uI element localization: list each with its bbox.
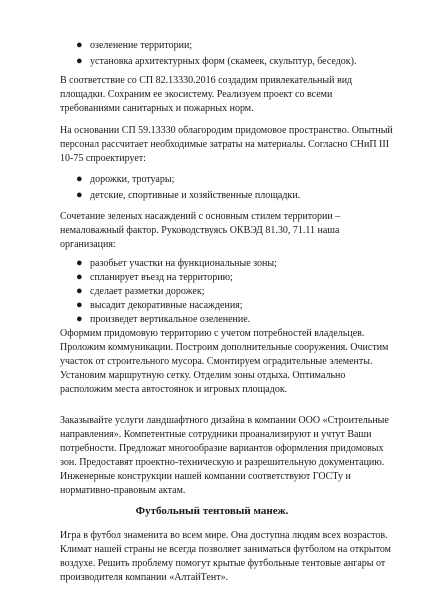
paragraph-line: площадки. Сохраним ее экосистему. Реализуем проект со всеми bbox=[60, 89, 333, 100]
paragraph-line: Сочетание зеленых насаждений с основным стилем территории – bbox=[60, 211, 341, 222]
paragraph-line: зон. Предоставят проектно-техническую и разрешительную документацию. bbox=[60, 457, 385, 468]
bullet-icon: ● bbox=[76, 285, 83, 297]
paragraph-line: нормативно-правовым актам. bbox=[60, 485, 186, 496]
bullet-icon: ● bbox=[76, 189, 83, 201]
paragraph-line: расположим места автостоянок и игровых площадок. bbox=[60, 384, 288, 395]
paragraph-line: требованиями санитарных и пожарных норм. bbox=[60, 103, 254, 114]
paragraph-line: В соответствие со СП 82.13330.2016 создадим привлекательный вид bbox=[60, 75, 353, 86]
paragraph-line: организация: bbox=[60, 239, 116, 250]
paragraph-line: Игра в футбол знаменита во всем мире. Она доступна людям всех возрастов. bbox=[60, 530, 388, 541]
paragraph-line: Заказывайте услуги ландшафтного дизайна в компании ООО «Строительные bbox=[60, 415, 389, 426]
paragraph-line: немаловажный фактор. Руководствуясь ОКВЭД 81.30, 71.11 наша bbox=[60, 225, 340, 236]
paragraph-line: направления». Компетентные сотрудники проанализируют и учтут Ваши bbox=[60, 429, 372, 440]
paragraph-line: участок от строительного мусора. Смонтируем оградительные элементы. bbox=[60, 356, 373, 367]
paragraph-line: Проложим коммуникации. Построим дополнительные сооружения. Очистим bbox=[60, 342, 389, 353]
section-heading: Футбольный тентовый манеж. bbox=[135, 505, 289, 517]
bullet-icon: ● bbox=[76, 271, 83, 283]
paragraph-line: производителя компании «АлтайТент». bbox=[60, 572, 229, 583]
paragraph-line: Климат нашей страны не всегда позволяет заниматься футболом на открытом bbox=[60, 544, 392, 555]
bullet-icon: ● bbox=[76, 313, 83, 325]
bullet-icon: ● bbox=[76, 55, 83, 67]
bullet-icon: ● bbox=[76, 257, 83, 269]
paragraph-line: потребности. Предложат многообразие вариантов оформления придомовых bbox=[60, 443, 384, 454]
paragraph-line: воздухе. Решить проблему помогут крытые футбольные тентовые ангары от bbox=[60, 558, 386, 569]
document-page: ● озеленение территории; ● установка архитектурных форм (скамеек, скульптур, беседок). В соответствие со СП 82.13330.2016 создадим привлекательный вид площадки. Сохраним ее экосистему. Реализуем проект со всеми требованиями санитарных и пожарных норм. На основании СП 59.13330 облагородим придомовое пространство. Опытный персонал рассчитает необходимые затраты на материалы. Согласно СНиП III 10-75 спроектирует: ● дорожки, тротуары; ● детские, спортивные и хозяйственные площадки. Сочетание зеленых насаждений с основным стилем территории – немаловажный фактор. Руководствуясь ОКВЭД 81.30, 71.11 наша организация: ● разобьет участки на функциональные зоны; ● спланирует въезд на территорию; ● сделает разметки дорожек; ● высадит декоративные насаждения; ● произведет вертикальное озеленение. Оформим придомовую территорию с учетом потребностей владельцев. Проложим коммуникации. Построим дополнительные сооружения. Очистим участок от строительного мусора. Смонтируем оградительные элементы. Установим маршрутную сетку. Отделим зоны отдыха. Оптимально расположим места автостоянок и игровых площадок. Заказывайте услуги ландшафтного дизайна в компании ООО «Строительные направления». Компетентные сотрудники проанализируют и учтут Ваши потребности. Предложат многообразие вариантов оформления придомовых зон. Предоставят проектно-техническую и разрешительную документацию. Инженерные конструкции нашей компании соответствуют ГОСТу и нормативно-правовым актам. Футбольный тентовый манеж. Игра в футбол знаменита во всем мире. Она доступна людям всех возрастов. Климат нашей страны не всегда позволяет заниматься футболом на открытом воздухе. Решить проблему помогут крытые футбольные тентовые ангары от производителя компании «АлтайТент». bbox=[0, 0, 424, 600]
paragraph-line: На основании СП 59.13330 облагородим придомовое пространство. Опытный bbox=[60, 125, 393, 136]
paragraph-line: 10-75 спроектирует: bbox=[60, 153, 146, 164]
paragraph-line: Инженерные конструкции нашей компании соответствуют ГОСТу и bbox=[60, 471, 351, 482]
paragraph-line: Установим маршрутную сетку. Отделим зоны отдыха. Оптимально bbox=[60, 370, 346, 381]
paragraph-line: Оформим придомовую территорию с учетом потребностей владельцев. bbox=[60, 328, 365, 339]
bullet-icon: ● bbox=[76, 299, 83, 311]
bullet-icon: ● bbox=[76, 173, 83, 185]
bullet-icon: ● bbox=[76, 39, 83, 51]
paragraph-line: персонал рассчитает необходимые затраты на материалы. Согласно СНиП III bbox=[60, 139, 390, 150]
